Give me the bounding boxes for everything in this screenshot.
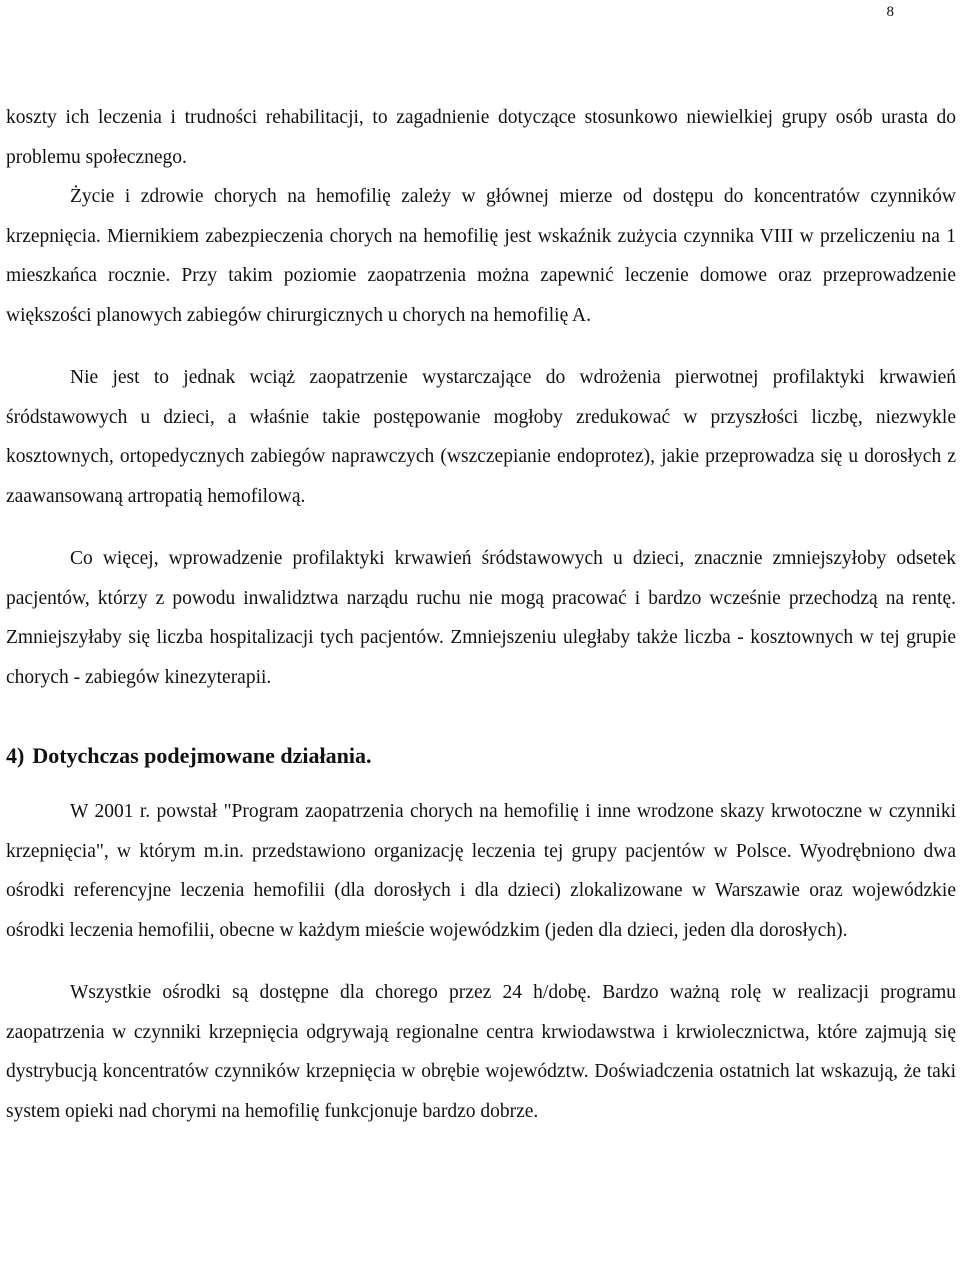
paragraph-benefits: Co więcej, wprowadzenie profilaktyki krwawień śródstawowych u dzieci, znacznie zmniejszyłoby odsetek pacjentów, którzy z powodu inwalidztwa narządu ruchu nie mogą pracować i bardzo wcześnie przechodzą na rentę. Zmniejszyłaby się liczba hospitalizacji tych pacjentów. Zmniejszeniu uległaby także liczba - kosztownych w tej grupie chorych - zabiegów kinezyterapii. [6, 548, 956, 688]
section-number: 4) [6, 743, 25, 768]
section-title: Dotychczas podejmowane działania. [32, 743, 372, 768]
paragraph-prophylaxis: Nie jest to jednak wciąż zaopatrzenie wystarczające do wdrożenia pierwotnej profilaktyki krwawień śródstawowych u dzieci, a właśnie takie postępowanie mogłoby zredukować w przyszłości liczbę, niezwykle kosztownych, ortopedycznych zabiegów naprawczych (wszczepianie endoprotez), jakie przeprowadza się u dorosłych z zaawansowaną artropatią hemofilową. [6, 367, 956, 507]
page-number: 8 [886, 4, 894, 20]
section-heading [6, 735, 956, 777]
paragraph-centers: Wszystkie ośrodki są dostępne dla chorego przez 24 h/dobę. Bardzo ważną rolę w realizacji programu zaopatrzenia w czynniki krzepnięcia odgrywają regionalne centra krwiodawstwa i krwiolecznictwa, które zajmują się dystrybucją koncentratów czynników krzepnięcia w obrębie województw. Doświadczenia ostatnich lat wskazują, że taki system opieki nad chorymi na hemofilię funkcjonuje bardzo dobrze. [6, 982, 956, 1122]
document-body [6, 98, 956, 1131]
paragraph-program: W 2001 r. powstał "Program zaopatrzenia chorych na hemofilię i inne wrodzone skazy krwotoczne w czynniki krzepnięcia", w którym m.in. przedstawiono organizację leczenia tej grupy pacjentów w Polsce. Wyodrębniono dwa ośrodki referencyjne leczenia hemofilii (dla dorosłych i dla dzieci) zlokalizowane w Warszawie oraz wojewódzkie ośrodki leczenia hemofilii, obecne w każdym mieście wojewódzkim (jeden dla dzieci, jeden dla dorosłych). [6, 801, 956, 941]
paragraph-continuation: koszty ich leczenia i trudności rehabilitacji, to zagadnienie dotyczące stosunkowo niewielkiej grupy osób urasta do problemu społecznego. [6, 107, 956, 168]
paragraph-factor-access: Życie i zdrowie chorych na hemofilię zależy w głównej mierze od dostępu do koncentratów czynników krzepnięcia. Miernikiem zabezpieczenia chorych na hemofilię jest wskaźnik zużycia czynnika VIII w przeliczeniu na 1 mieszkańca rocznie. Przy takim poziomie zaopatrzenia można zapewnić leczenie domowe oraz przeprowadzenie większości planowych zabiegów chirurgicznych u chorych na hemofilię A. [6, 186, 956, 326]
